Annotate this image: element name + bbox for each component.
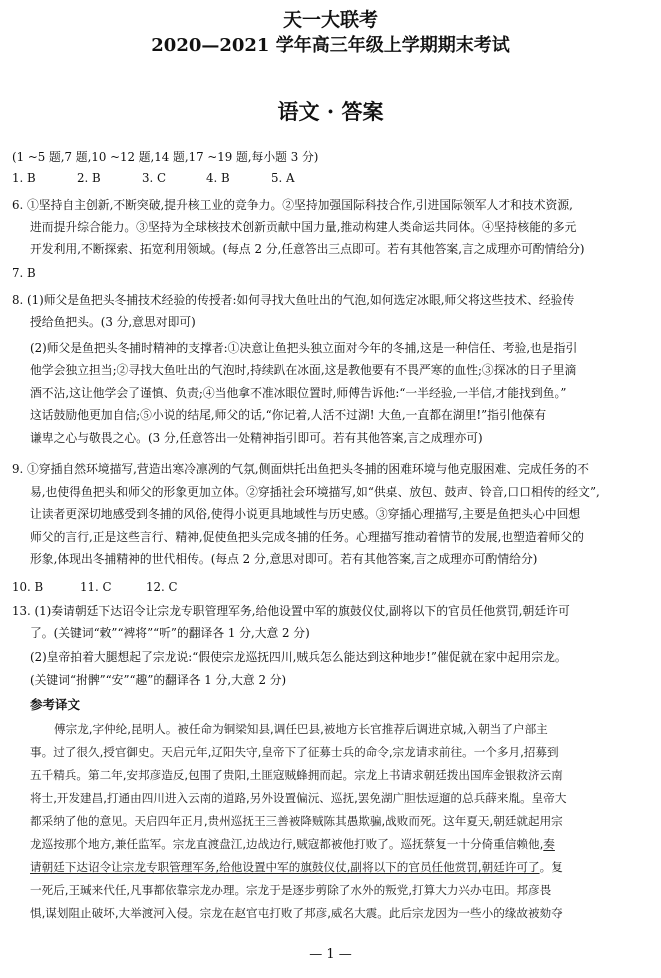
scoring-note: (1 ~5 题,7 题,10 ~12 题,14 题,17 ~19 题,每小题 3 分) (12, 150, 319, 164)
translation-title: 参考译文 (30, 697, 81, 712)
q8-line: 酒不沾,这让他学会了谨慎、负责;④当他拿不准冰眼位置时,师傅告诉他:“一半经验,一半信,才能找到鱼。” (30, 386, 567, 400)
q9-line: 让读者更深切地感受到冬捕的风俗,使得小说更具地域性与历史感。③穿插心理描写,主要是鱼把头心中回想 (30, 507, 581, 521)
answer-item: 11. C (80, 580, 112, 594)
translation-line: 惧,谋划阻止破坏,大举渡河入侵。宗龙在赵官屯打败了邦彦,威名大震。此后宗龙因为一些小的缘故被劾夺 (30, 906, 563, 920)
answer-item: 12. C (146, 580, 178, 594)
q8-line: (2)师父是鱼把头冬捕时精神的支撑者:①决意让鱼把头独立面对今年的冬捕,这是一种信任、考验,也是指引 (30, 341, 578, 355)
answer-item: 1. B (12, 171, 36, 185)
underlined-text: 请朝廷下达诏令让宗龙专职管理军务,给他设置中军的旗鼓仪仗,副将以下的官员任他赏罚,朝廷许可了 (30, 860, 540, 874)
q6-line: 6. ①坚持自主创新,不断突破,提升核工业的竞争力。②坚持加强国际科技合作,引进国际领军人才和技术资源, (12, 198, 573, 212)
answer-item: 4. B (206, 171, 230, 185)
translation-line: 都采纳了他的意见。天启四年正月,贵州巡抚王三善被降贼陈其愚欺骗,战败而死。这年夏天,朝廷就起用宗 (30, 814, 563, 828)
q13-line: 13. (1)奏请朝廷下达诏令让宗龙专职管理军务,给他设置中军的旗鼓仪仗,副将以下的官员任他赏罚,朝廷许可 (12, 604, 570, 618)
translation-line: 事。过了很久,授官御史。天启元年,辽阳失守,皇帝下了征募士兵的命令,宗龙请求前往。一个多月,招募到 (30, 745, 559, 759)
q13-line: 了。(关键词“敕”“裨将”“听”的翻译各 1 分,大意 2 分) (30, 626, 310, 640)
exam-org-title: 天一大联考 (282, 9, 378, 31)
q13-line: (关键词“拊髀”“安”“趣”的翻译各 1 分,大意 2 分) (30, 673, 287, 687)
translation-line: 五千精兵。第二年,安邦彦造反,包围了贵阳,土匪寇贼蜂拥而起。宗龙上书请求朝廷拨出国库金银救济云南 (30, 768, 563, 782)
q8-line: 授给鱼把头。(3 分,意思对即可) (30, 315, 196, 329)
answer-item: 3. C (142, 171, 167, 185)
q9-line: 形象,体现出冬捕精神的世代相传。(每点 2 分,意思对即可。若有其他答案,言之成理亦可酌情给分) (30, 552, 538, 566)
translation-line (30, 837, 555, 851)
translation-line: 傅宗龙,字仲纶,昆明人。被任命为铜梁知县,调任巴县,被地方长官推荐后调进京城,入朝当了户部主 (54, 722, 548, 736)
answer-item: 2. B (77, 171, 101, 185)
q9-line: 9. ①穿插自然环境描写,营造出寒冷凛冽的气氛,侧面烘托出鱼把头冬捕的困难环境与他克服困难、完成任务的不 (12, 462, 589, 476)
q9-line: 师父的言行,正是这些言行、精神,促使鱼把头完成冬捕的任务。心理描写推动着情节的发展,也塑造着师父的 (30, 530, 584, 544)
subject-title: 语文 · 答案 (277, 99, 384, 124)
q8-line: 谦卑之心与敬畏之心。(3 分,任意答出一处精神指引即可。若有其他答案,言之成理亦可) (30, 431, 483, 445)
question-7: 7. B (12, 266, 36, 280)
q8-line: 他学会独立担当;②寻找大鱼吐出的气泡时,持续趴在冰面,这是教他要有不畏严寒的血性;③探冰的日子里滴 (30, 363, 577, 377)
translation-line: 将士,开发建昌,打通由四川进入云南的道路,另外设置偏沅、巡抚,罢免湖广胆怯逗遛的总兵薛来胤。皇帝大 (30, 791, 567, 805)
underlined-text: 奏 (543, 837, 555, 851)
q9-line: 易,也使得鱼把头和师父的形象更加立体。②穿插社会环境描写,如“供桌、放包、鼓声、铃音,口口相传的经文”, (30, 485, 600, 499)
answer-item: 5. A (271, 171, 295, 185)
answer-item: 10. B (12, 580, 44, 594)
exam-title: 2020—2021 学年高三年级上学期期末考试 (151, 35, 510, 56)
q8-line: 8. (1)师父是鱼把头冬捕技术经验的传授者:如何寻找大鱼吐出的气泡,如何选定冰眼,师父将这些技术、经验传 (12, 293, 575, 307)
q8-line: 这话鼓励他更加自信;⑤小说的结尾,师父的话,“你记着,人活不过湖! 大鱼,一直都在湖里!”指引他葆有 (30, 408, 547, 422)
translation-line: 一死后,王瑊来代任,凡事都依靠宗龙办理。宗龙于是逐步剪除了水外的叛党,打算大力兴办屯田。邦彦畏 (30, 883, 552, 897)
q6-line: 进而提升综合能力。③坚持为全球核技术创新贡献中国力量,推动构建人类命运共同体。④坚持核能的多元 (30, 220, 577, 234)
translation-line (30, 860, 563, 874)
page-number: — 1 — (309, 947, 352, 962)
translation-text: 。复 (539, 860, 563, 874)
q13-line: (2)皇帝拍着大腿想起了宗龙说:“假使宗龙巡抚四川,贼兵怎么能达到这种地步!”催促就在家中起用宗龙。 (30, 650, 567, 664)
translation-text: 龙巡按那个地方,兼任监军。宗龙直渡盘江,边战边行,贼寇都被他打败了。巡抚蔡复一十分倚重信赖他, (30, 837, 544, 851)
q6-line: 开发利用,不断探索、拓宽利用领域。(每点 2 分,任意答出三点即可。若有其他答案,言之成理亦可酌情给分) (30, 242, 585, 256)
